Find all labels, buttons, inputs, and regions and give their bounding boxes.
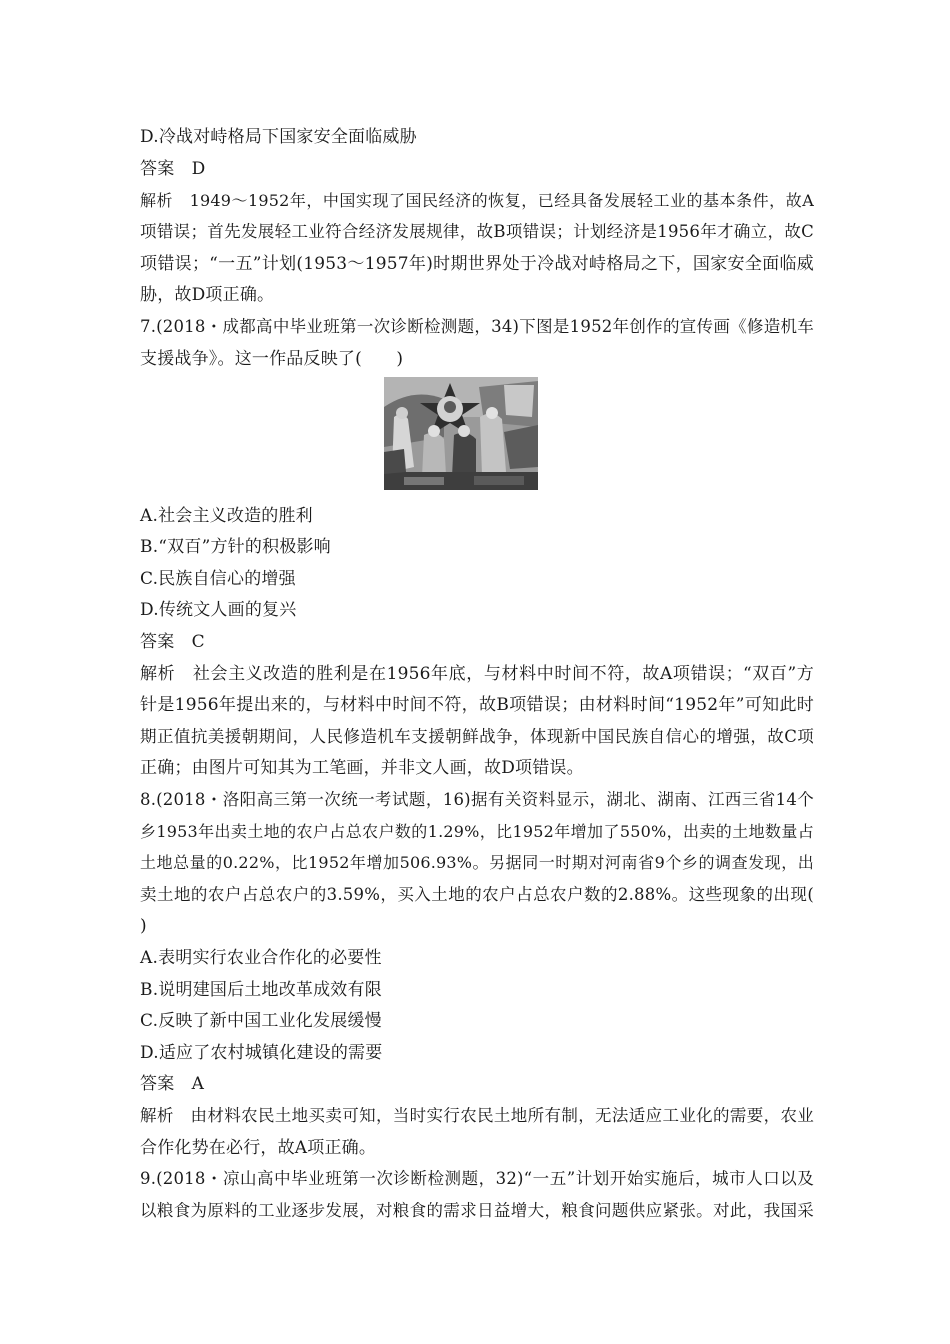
q8-analysis-line-2: 合作化势在必行，故A项正确。	[140, 1138, 377, 1158]
q9-stem-line-2: 以粮食为原料的工业逐步发展，对粮食的需求日益增大，粮食问题供应紧张。对此，我国采	[140, 1201, 814, 1220]
q8-option-a: A.表明实行农业合作化的必要性	[140, 948, 382, 968]
q8-stem-line-1: 8.(2018・洛阳高三第一次统一考试题，16)据有关资料显示，湖北、湖南、江西三省14个	[140, 790, 814, 809]
q8-option-c: C.反映了新中国工业化发展缓慢	[140, 1011, 382, 1031]
q6-analysis-line-2: 项错误；首先发展轻工业符合经济发展规律，故B项错误；计划经济是1956年才确立，故C	[140, 222, 814, 241]
q7-analysis-line-3: 期正值抗美援朝期间，人民修造机车支援朝鲜战争，体现新中国民族自信心的增强，故C项	[140, 727, 814, 746]
q7-option-b: B.“双百”方针的积极影响	[140, 537, 331, 557]
q8-stem-line-4: 卖土地的农户占总农户的3.59%，买入土地的农户占总农户数的2.88%。这些现象的出现(	[140, 885, 814, 904]
q7-stem-line-2: 支援战争》。这一作品反映了( )	[140, 349, 404, 369]
q8-stem-line-5: )	[140, 916, 147, 936]
q6-analysis-line-4: 胁，故D项正确。	[140, 285, 275, 305]
q8-analysis-line-1: 解析 由材料农民土地买卖可知，当时实行农民土地所有制，无法适应工业化的需要，农业	[140, 1106, 814, 1125]
q9-stem-line-1: 9.(2018・凉山高中毕业班第一次诊断检测题，32)“一五”计划开始实施后，城市人口以及	[140, 1169, 814, 1188]
q6-analysis-line-1: 解析 1949～1952年，中国实现了国民经济的恢复，已经具备发展轻工业的基本条件，故A	[140, 191, 814, 210]
q6-option-d: D.冷战对峙格局下国家安全面临威胁	[140, 127, 417, 147]
q6-analysis-line-3: 项错误；“一五”计划(1953～1957年)时期世界处于冷战对峙格局之下，国家安全面临威	[140, 254, 814, 274]
q6-answer: 答案 D	[140, 159, 206, 179]
q7-analysis-line-4: 正确；由图片可知其为工笔画，并非文人画，故D项错误。	[140, 758, 584, 778]
q7-option-d: D.传统文人画的复兴	[140, 600, 297, 620]
q8-stem-line-3: 土地总量的0.22%，比1952年增加506.93%。另据同一时期对河南省9个乡的调查发现，出	[140, 853, 814, 872]
q7-option-c: C.民族自信心的增强	[140, 569, 296, 589]
q8-option-d: D.适应了农村城镇化建设的需要	[140, 1043, 383, 1063]
propaganda-painting-image	[384, 377, 538, 490]
q7-option-a: A.社会主义改造的胜利	[140, 506, 313, 526]
q7-analysis-line-1: 解析 社会主义改造的胜利是在1956年底，与材料中时间不符，故A项错误；“双百”方	[140, 664, 814, 684]
q7-stem-line-1: 7.(2018・成都高中毕业班第一次诊断检测题，34)下图是1952年创作的宣传画《修造机车	[140, 317, 814, 336]
q8-stem-line-2: 乡1953年出卖土地的农户占总农户数的1.29%，比1952年增加了550%，出卖的土地数量占	[140, 822, 814, 841]
q7-answer: 答案 C	[140, 632, 205, 652]
q8-option-b: B.说明建国后土地改革成效有限	[140, 980, 382, 1000]
q7-analysis-line-2: 针是1956年提出来的，与材料中时间不符，故B项错误；由材料时间“1952年”可知此时	[140, 695, 814, 715]
q8-answer: 答案 A	[140, 1074, 205, 1094]
